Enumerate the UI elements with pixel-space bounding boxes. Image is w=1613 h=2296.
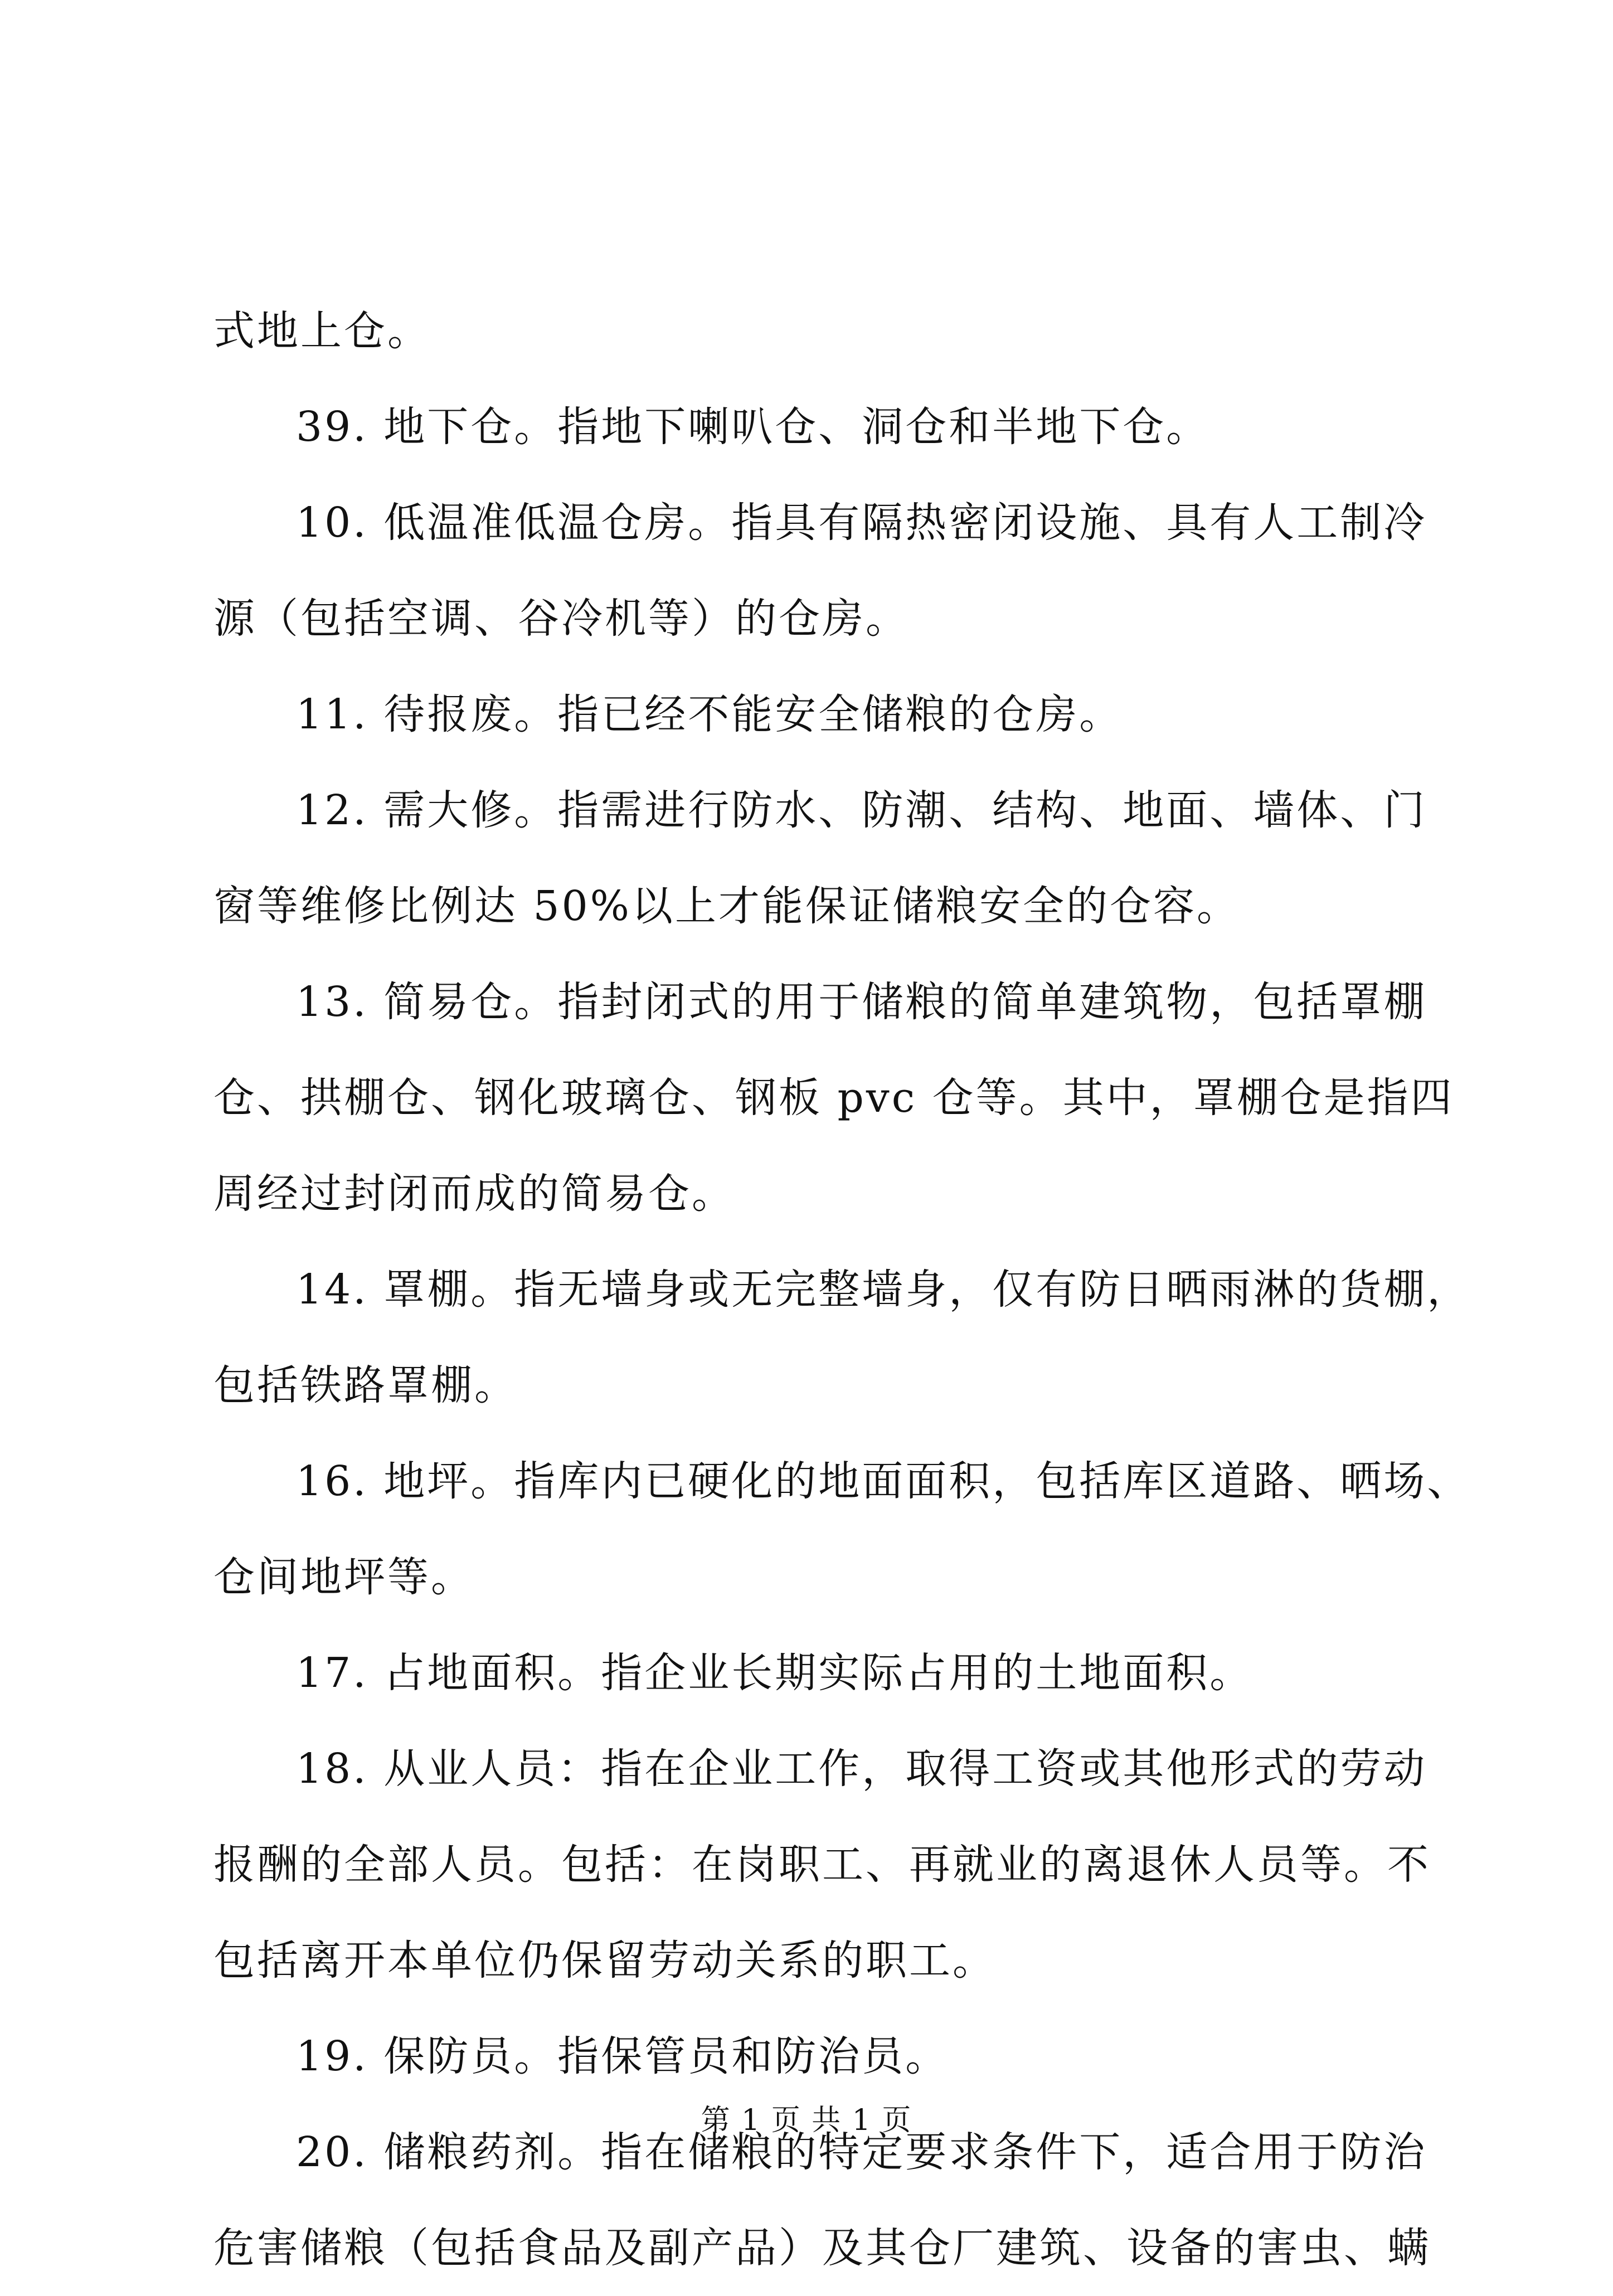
page-footer: 第 1 页 共 1 页 bbox=[701, 2104, 912, 2137]
text-line: 14. 罩棚。指无墙身或无完整墙身，仅有防日晒雨淋的货棚， bbox=[296, 1266, 1471, 1314]
text-line: 10. 低温准低温仓房。指具有隔热密闭设施、具有人工制冷 bbox=[296, 499, 1427, 547]
text-line: 17. 占地面积。指企业长期实际占用的土地面积。 bbox=[296, 1649, 1254, 1697]
text-line: 12. 需大修。指需进行防水、防潮、结构、地面、墙体、门 bbox=[296, 786, 1427, 834]
text-line: 周经过封闭而成的简易仓。 bbox=[213, 1170, 735, 1218]
document-body bbox=[213, 283, 1471, 2296]
text-line: 包括离开本单位仍保留劳动关系的职工。 bbox=[213, 1937, 996, 1984]
text-line: 包括铁路罩棚。 bbox=[213, 1361, 518, 1409]
text-line: 19. 保防员。指保管员和防治员。 bbox=[296, 2032, 949, 2080]
text-line: 报酬的全部人员。包括：在岗职工、再就业的离退休人员等。不 bbox=[213, 1841, 1431, 1889]
text-line: 仓、拱棚仓、钢化玻璃仓、钢板 pvc 仓等。其中，罩棚仓是指四 bbox=[213, 1074, 1454, 1122]
text-line: 16. 地坪。指库内已硬化的地面面积，包括库区道路、晒场、 bbox=[296, 1457, 1471, 1505]
text-line: 39. 地下仓。指地下喇叭仓、洞仓和半地下仓。 bbox=[296, 403, 1210, 451]
text-line: 18. 从业人员：指在企业工作，取得工资或其他形式的劳动 bbox=[296, 1745, 1427, 1793]
text-line: 20. 储粮药剂。指在储粮的特定要求条件下，适合用于防治 bbox=[296, 2128, 1427, 2176]
text-line: 源（包括空调、谷冷机等）的仓房。 bbox=[213, 595, 909, 643]
text-line: 危害储粮（包括食品及副产品）及其仓厂建筑、设备的害虫、螨 bbox=[213, 2224, 1431, 2272]
text-line: 13. 简易仓。指封闭式的用于储粮的简单建筑物，包括罩棚 bbox=[296, 978, 1427, 1026]
text-line: 窗等维修比例达 50%以上才能保证储粮安全的仓容。 bbox=[213, 882, 1240, 930]
text-line: 式地上仓。 bbox=[213, 307, 431, 355]
text-line: 11. 待报废。指已经不能安全储粮的仓房。 bbox=[296, 690, 1123, 738]
text-line: 仓间地坪等。 bbox=[213, 1553, 474, 1601]
